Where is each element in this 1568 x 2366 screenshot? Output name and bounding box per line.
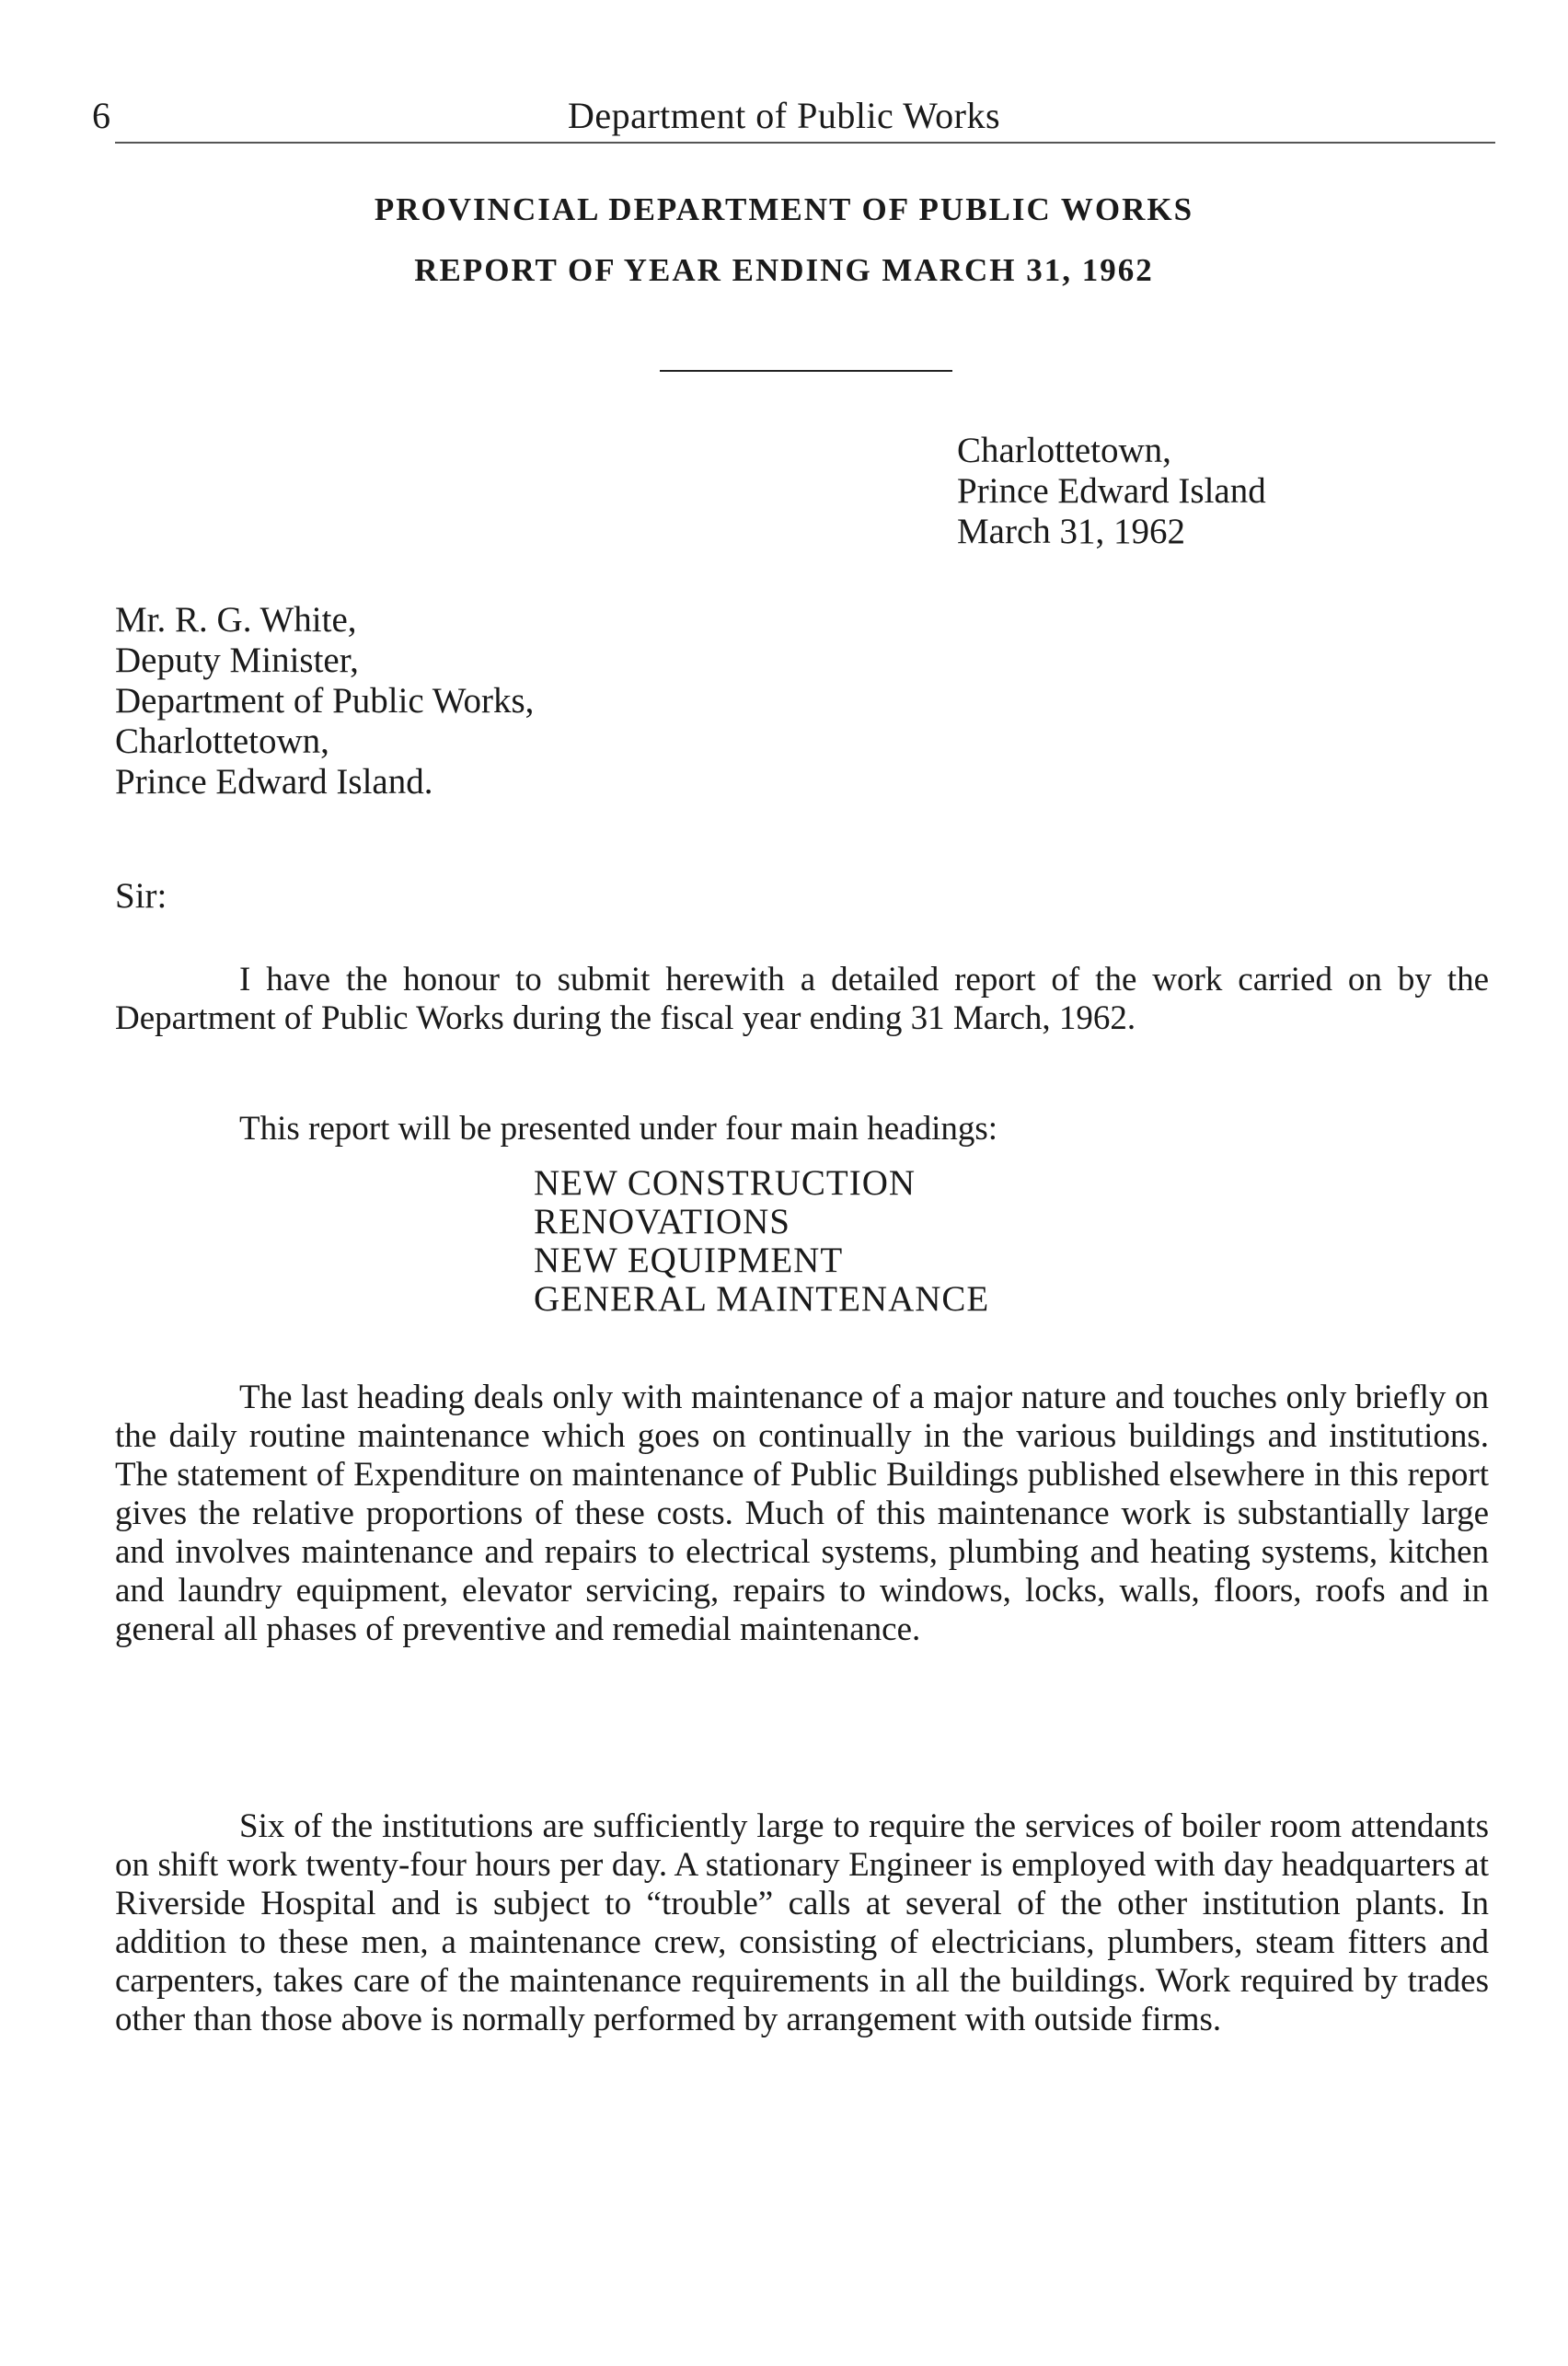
addressee-name: Mr. R. G. White, [115, 600, 357, 640]
addressee-province: Prince Edward Island. [115, 762, 433, 802]
province-line: Prince Edward Island [957, 471, 1266, 511]
paragraph-intro: I have the honour to submit herewith a detailed report of the work carried on by the Department of Public Works during the fiscal year ending 31 March, 1962. [115, 961, 1489, 1037]
report-title [0, 189, 1568, 310]
addressee-title: Deputy Minister, [115, 641, 359, 680]
date-line: March 31, 1962 [957, 512, 1186, 551]
heading-item: NEW CONSTRUCTION [534, 1163, 917, 1203]
heading-item: GENERAL MAINTENANCE [534, 1279, 990, 1319]
headings-list [534, 1164, 989, 1319]
place-line: Charlottetown, [957, 431, 1171, 470]
place-date-block [957, 431, 1266, 552]
addressee-city: Charlottetown, [115, 721, 329, 761]
heading-item: NEW EQUIPMENT [534, 1241, 844, 1280]
title-rule [660, 370, 952, 372]
title-line-1: PROVINCIAL DEPARTMENT OF PUBLIC WORKS [374, 191, 1194, 227]
running-title: Department of Public Works [567, 95, 1001, 136]
addressee-block [115, 600, 534, 802]
page-number: 6 [92, 95, 110, 136]
title-line-2: REPORT OF YEAR ENDING MARCH 31, 1962 [414, 252, 1154, 288]
paragraph-headings-lead: This report will be presented under four main headings: [239, 1110, 998, 1148]
salutation: Sir: [115, 876, 167, 916]
paragraph-institutions: Six of the institutions are sufficiently large to require the services of boiler room attendants on shift work twenty-four hours per day. A stationary Engineer is employed with day headquarters at Riverside Hospital and is subject to “trouble” calls at several of the other institution plants. In addition to these men, a maintenance crew, consisting of electricians, plumbers, steam fitters and carpenters, takes care of the maintenance requirements in all the buildings. Work required by trades other than those above is normally performed by arrangement with outside firms. [115, 1807, 1489, 2038]
paragraph-maintenance: The last heading deals only with maintenance of a major nature and touches only briefly on the daily routine maintenance which goes on continually in the various buildings and institutions. The statement of Expenditure on maintenance of Public Buildings published elsewhere in this report gives the relative proportions of these costs. Much of this maintenance work is substantially large and involves maintenance and repairs to electrical systems, plumbing and heating systems, kitchen and laundry equipment, elevator servicing, repairs to windows, locks, walls, floors, roofs and in general all phases of preventive and remedial maintenance. [115, 1379, 1489, 1648]
addressee-department: Department of Public Works, [115, 681, 535, 721]
heading-item: RENOVATIONS [534, 1202, 790, 1241]
header-rule [115, 142, 1495, 144]
running-header [0, 90, 1568, 142]
